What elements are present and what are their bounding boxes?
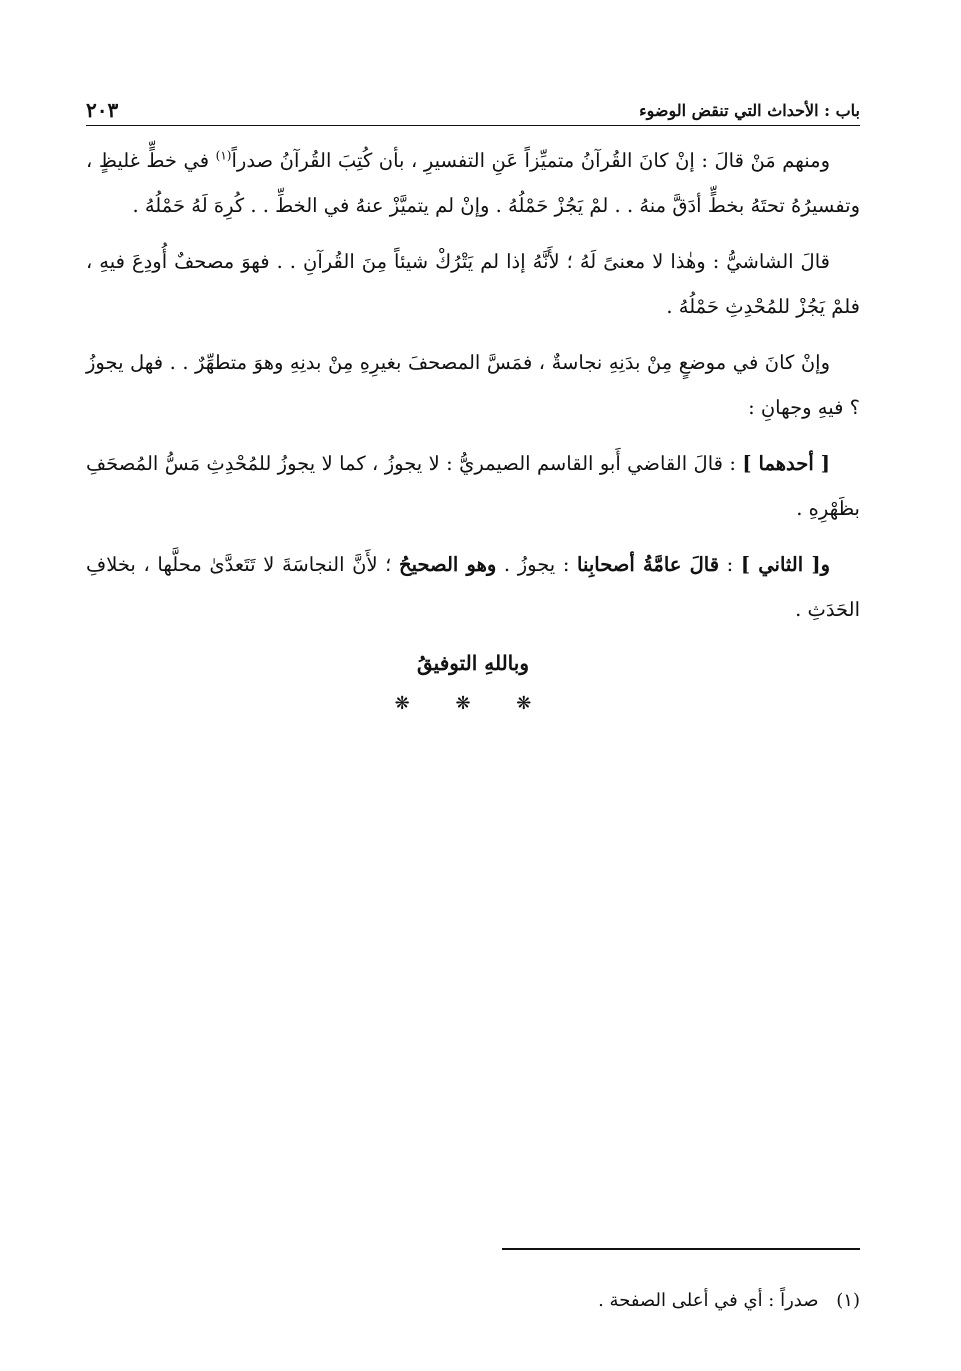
paragraph-4-bold-a: [ أحدهما ] xyxy=(742,452,830,475)
paragraph-1-text-b: في خطٍّ غليظٍ ، وتفسيرُهُ تحتَهُ بخطٍّ أدَقَّ منهُ . . لمْ يَجُزْ حَمْلُهُ . وإنْ لم يتميَّزْ عنهُ في الخطِّ . . كُرِهَ لَهُ حَمْلُهُ . xyxy=(86,149,860,217)
closing-phrase: وباللهِ التوفيقُ xyxy=(416,651,529,675)
page-number: ٢٠٣ xyxy=(86,98,119,122)
paragraph-5-bold-c: وهو الصحيحُ xyxy=(398,553,497,576)
paragraph-5-bold-a: و[ الثاني ] xyxy=(740,553,830,576)
document-page xyxy=(86,0,860,1371)
paragraph-4-text-a: : قالَ القاضي أَبو القاسم الصيمريُّ : لا يجوزُ ، كما لا يجوزُ للمُحْدِثِ مَسُّ المُصحَفِ بظَهْرِهِ . xyxy=(86,452,860,520)
footnote-separator xyxy=(502,1248,860,1250)
section-end-ornament: ❋ ❋ ❋ xyxy=(394,693,552,714)
paragraph-4 xyxy=(86,441,860,531)
main-text xyxy=(86,138,860,719)
paragraph-2: قالَ الشاشيُّ : وهٰذا لا معنىً لَهُ ؛ لأَنَّهُ إذا لم يَتْرُكْ شيئاً مِنَ القُرآنِ . . فهوَ مصحفٌ أُودِعَ فيهِ ، فلمْ يَجُزْ للمُحْدِثِ حَمْلُهُ . xyxy=(86,250,860,318)
paragraph-5-bold-b: قالَ عامَّةُ أصحابِنا xyxy=(577,553,720,576)
paragraph-1 xyxy=(86,138,860,228)
paragraph-5 xyxy=(86,542,860,632)
footnote-reference: (١) xyxy=(215,148,232,163)
paragraph-3: وإنْ كانَ في موضعٍ مِنْ بدَنِهِ نجاسةٌ ، فمَسَّ المصحفَ بغيرِهِ مِنْ بدنِهِ وهوَ متطهِّرٌ . . فهل يجوزُ ؟ فيهِ وجهانِ : xyxy=(86,351,860,419)
paragraph-1-text-a: ومنهم مَنْ قالَ : إنْ كانَ القُرآنُ متميِّزاً عَنِ التفسيرِ ، بأن كُتِبَ القُرآنُ صدراً xyxy=(231,149,830,172)
running-header xyxy=(86,88,860,124)
header-rule xyxy=(86,125,860,126)
paragraph-5-text-b: : يجوزُ . xyxy=(496,553,577,576)
paragraph-5-text-c: ؛ لأَنَّ النجاسَةَ لا تَتَعدَّىٰ محلَّها ، بخلافِ الحَدَثِ . xyxy=(86,553,860,621)
chapter-title: باب : الأحداث التي تنقض الوضوء xyxy=(639,101,860,120)
footnote-text: صدراً : أي في أعلى الصفحة . xyxy=(598,1290,819,1311)
paragraph-5-text-a: : xyxy=(719,553,741,576)
footnote-number: (١) xyxy=(836,1290,860,1311)
footnote xyxy=(86,1286,860,1316)
